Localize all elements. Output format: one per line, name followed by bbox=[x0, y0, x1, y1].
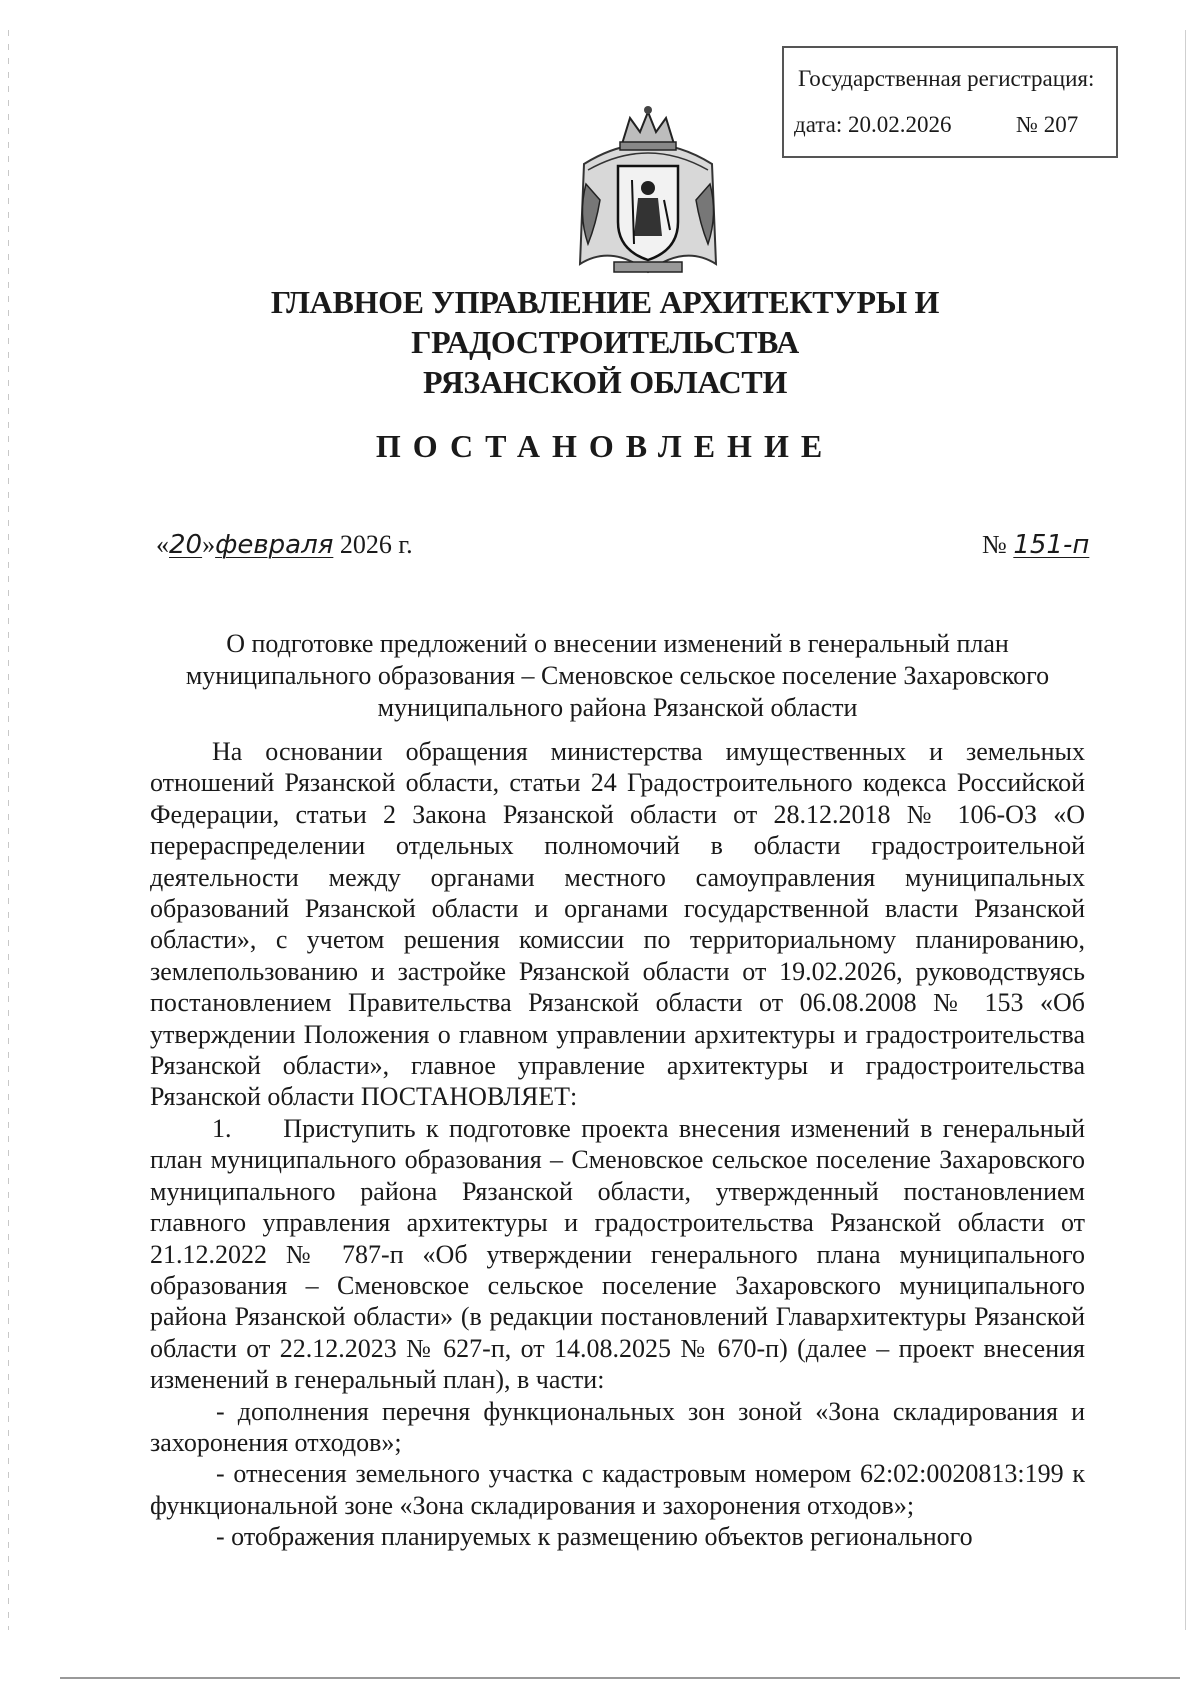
document-number bbox=[982, 530, 1089, 560]
date-day: 20 bbox=[169, 530, 203, 560]
organization-line-2: РЯЗАНСКОЙ ОБЛАСТИ bbox=[422, 364, 788, 400]
document-body bbox=[150, 736, 1085, 1553]
body-item-1: 1. Приступить к подготовке проекта внесения изменений в генеральный план муниципального образования – Сменовское сельское поселение Захаровского муниципального района Рязанской области, утвержденный постановлением главного управления архитектуры и градостроительства Рязанской области от 21.12.2022 № 787-п «Об утверждении генерального плана муниципального образования – Сменовское сельское поселение Захаровского муниципального района Рязанской области» (в редакции постановлений Главархитектуры Рязанской области от 22.12.2023 № 627-п, от 14.08.2025 № 670-п) (далее – проект внесения изменений в генеральный план), в части: bbox=[150, 1113, 1085, 1395]
body-dash-2: - отнесения земельного участка с кадастровым номером 62:02:0020813:199 к функциональной зоне «Зона складирования и захоронения отходов»; bbox=[150, 1459, 1085, 1520]
body-dash-3: - отображения планируемых к размещению объектов регионального bbox=[216, 1522, 973, 1552]
scan-edge-right bbox=[1185, 30, 1186, 1630]
date-open-quote: « bbox=[156, 530, 169, 559]
registration-number: № 207 bbox=[1016, 112, 1079, 137]
document-date bbox=[156, 530, 413, 560]
scan-bottom-edge bbox=[60, 1677, 1180, 1679]
registration-date: дата: 20.02.2026 bbox=[794, 112, 952, 137]
body-preamble: На основании обращения министерства имущественных и земельных отношений Рязанской области, статьи 24 Градостроительного кодекса Российской Федерации, статьи 2 Закона Рязанской области от 28.12.2018 № 106-ОЗ «О перераспределении отдельных полномочий в области градостроительной деятельности между органами местного самоуправления муниципальных образований Рязанской области и органами государственной власти Рязанской области», с учетом решения комиссии по территориальному планированию, землепользованию и застройке Рязанской области от 19.02.2026, руководствуясь постановлением Правительства Рязанской области от 06.08.2008 № 153 «Об утверждении Положения о главном управлении архитектуры и градостроительства Рязанской области», главное управление архитектуры и градостроительства Рязанской области ПОСТАНОВЛЯЕТ: bbox=[150, 737, 1085, 1112]
date-year: 2026 г. bbox=[339, 530, 413, 559]
coat-of-arms-icon bbox=[574, 104, 722, 280]
date-close-quote: » bbox=[202, 530, 216, 559]
registration-stamp bbox=[782, 46, 1118, 158]
scan-edge-left bbox=[8, 30, 9, 1630]
organization-title bbox=[100, 282, 1110, 402]
number-value: 151-п bbox=[1013, 530, 1090, 560]
document-subject: О подготовке предложений о внесении изменений в генеральный план муниципального образования – Сменовское сельское поселение Захаровского муниципального района Рязанской области bbox=[185, 629, 1050, 722]
document-type: ПОСТАНОВЛЕНИЕ bbox=[375, 428, 835, 464]
number-sign: № bbox=[982, 530, 1007, 559]
date-month: февраля bbox=[215, 530, 334, 560]
body-dash-1: - дополнения перечня функциональных зон зоной «Зона складирования и захоронения отходов»; bbox=[150, 1396, 1085, 1457]
registration-title: Государственная регистрация: bbox=[798, 66, 1095, 91]
organization-line-1: ГЛАВНОЕ УПРАВЛЕНИЕ АРХИТЕКТУРЫ И ГРАДОСТРОИТЕЛЬСТВА bbox=[270, 284, 940, 360]
